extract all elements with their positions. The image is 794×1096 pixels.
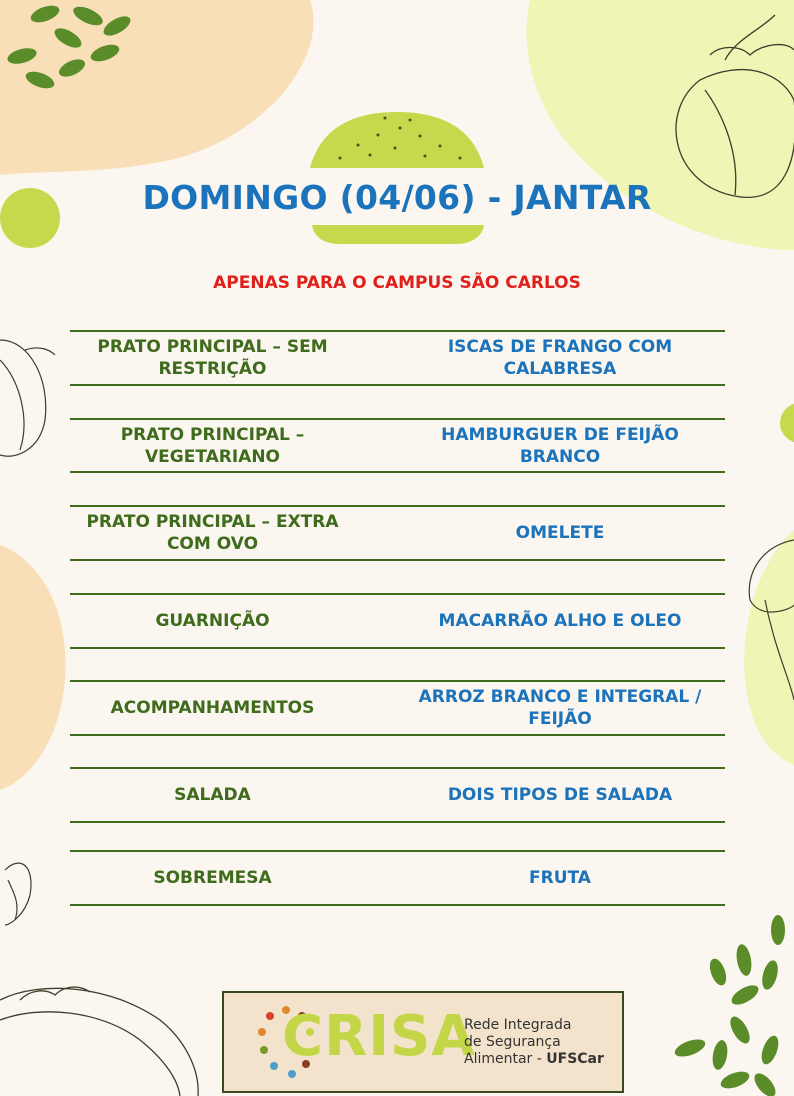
menu-row-accompaniments	[70, 682, 725, 734]
menu-row-vegetarian	[70, 420, 725, 471]
crisa-line-3-bold: UFSCar	[546, 1051, 604, 1067]
divider-line	[70, 734, 725, 736]
divider-line	[70, 384, 725, 386]
menu-value: OMELETE	[515, 523, 605, 543]
crisa-line-2: de Segurança	[464, 1034, 561, 1050]
menu-row-salad	[70, 769, 725, 821]
divider-line	[70, 471, 725, 473]
page-title: DOMINGO (04/06) - JANTAR	[142, 178, 652, 217]
menu-label: PRATO PRINCIPAL – SEM RESTRIÇÃO	[97, 337, 328, 379]
menu-value: FRUTA	[529, 868, 591, 888]
divider-line	[70, 904, 725, 906]
menu-value: DOIS TIPOS DE SALADA	[447, 785, 673, 805]
menu-label: PRATO PRINCIPAL – EXTRA COM OVO	[86, 512, 339, 554]
crisa-description	[464, 1017, 604, 1068]
crisa-line-3	[464, 1051, 604, 1068]
divider-line	[70, 821, 725, 823]
divider-line	[70, 647, 725, 649]
campus-notice: APENAS PARA O CAMPUS SÃO CARLOS	[213, 273, 581, 293]
crisa-line-1: Rede Integrada	[464, 1017, 572, 1033]
crisa-line-3-prefix: Alimentar -	[464, 1051, 547, 1067]
menu-value: ISCAS DE FRANGO COM CALABRESA	[447, 337, 673, 379]
menu-row-egg	[70, 507, 725, 559]
menu-value: ARROZ BRANCO E INTEGRAL / FEIJÃO	[418, 687, 702, 729]
crisa-logo-text: CRISA	[282, 1004, 476, 1069]
menu-label: GUARNIÇÃO	[155, 611, 270, 631]
menu-value: MACARRÃO ALHO E OLEO	[438, 611, 682, 631]
menu-label: PRATO PRINCIPAL – VEGETARIANO	[120, 424, 305, 467]
divider-line	[70, 559, 725, 561]
menu-label: SOBREMESA	[153, 868, 272, 888]
menu-value: HAMBURGUER DE FEIJÃO BRANCO	[441, 424, 679, 467]
menu-label: SALADA	[174, 785, 251, 805]
menu-row-main-dish	[70, 332, 725, 384]
menu-row-dessert	[70, 852, 725, 904]
menu-row-side	[70, 595, 725, 647]
menu-label: ACOMPANHAMENTOS	[110, 698, 315, 718]
